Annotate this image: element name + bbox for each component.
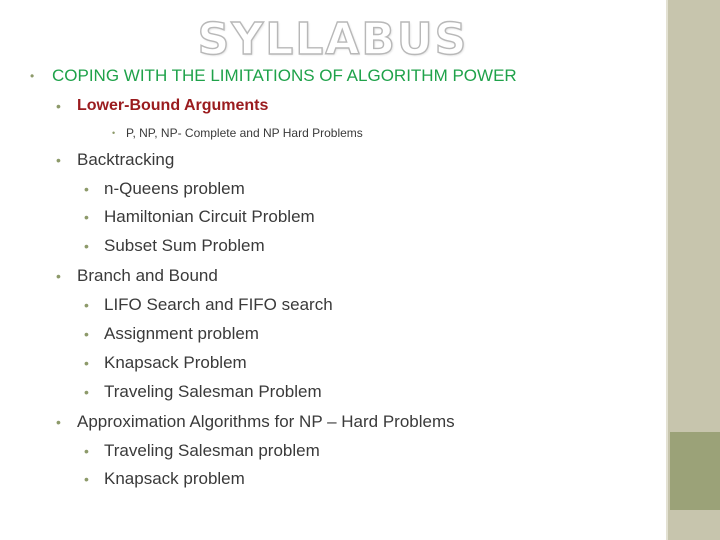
outline-item-label: Assignment problem — [104, 324, 259, 343]
outline-item-label: LIFO Search and FIFO search — [104, 295, 333, 314]
bullet-icon: • — [56, 152, 61, 168]
bullet-icon: • — [30, 69, 35, 83]
bullet-icon: • — [56, 414, 61, 430]
bullet-icon: • — [56, 268, 61, 284]
bullet-icon: • — [84, 355, 89, 371]
outline-item-label: Hamiltonian Circuit Problem — [104, 207, 315, 226]
outline-item-label: COPING WITH THE LIMITATIONS OF ALGORITHM POWER — [52, 66, 517, 85]
bullet-icon: • — [84, 443, 89, 459]
outline-item-label: Knapsack problem — [104, 469, 245, 488]
bullet-icon: • — [84, 181, 89, 197]
outline-item-label: Backtracking — [77, 150, 175, 169]
outline-item-label: Traveling Salesman problem — [104, 441, 320, 460]
outline-item-label: n-Queens problem — [104, 179, 245, 198]
slide-title: SYLLABUS — [197, 14, 469, 65]
outline-item-label: Branch and Bound — [77, 266, 218, 285]
side-accent-block — [670, 432, 720, 510]
side-band-divider — [666, 0, 668, 540]
bullet-icon: • — [84, 326, 89, 342]
bullet-icon: • — [112, 128, 116, 138]
bullet-icon: • — [56, 98, 61, 114]
bullet-icon: • — [84, 471, 89, 487]
outline-item-label: P, NP, NP- Complete and NP Hard Problems — [126, 126, 363, 140]
outline-item-label: Knapsack Problem — [104, 353, 247, 372]
outline-item-label: Traveling Salesman Problem — [104, 382, 322, 401]
bullet-icon: • — [84, 297, 89, 313]
bullet-icon: • — [84, 209, 89, 225]
bullet-icon: • — [84, 238, 89, 254]
outline-item-label: Subset Sum Problem — [104, 236, 265, 255]
outline-item-label: Lower-Bound Arguments — [77, 97, 269, 114]
outline-item-label: Approximation Algorithms for NP – Hard Problems — [77, 412, 455, 431]
bullet-icon: • — [84, 384, 89, 400]
